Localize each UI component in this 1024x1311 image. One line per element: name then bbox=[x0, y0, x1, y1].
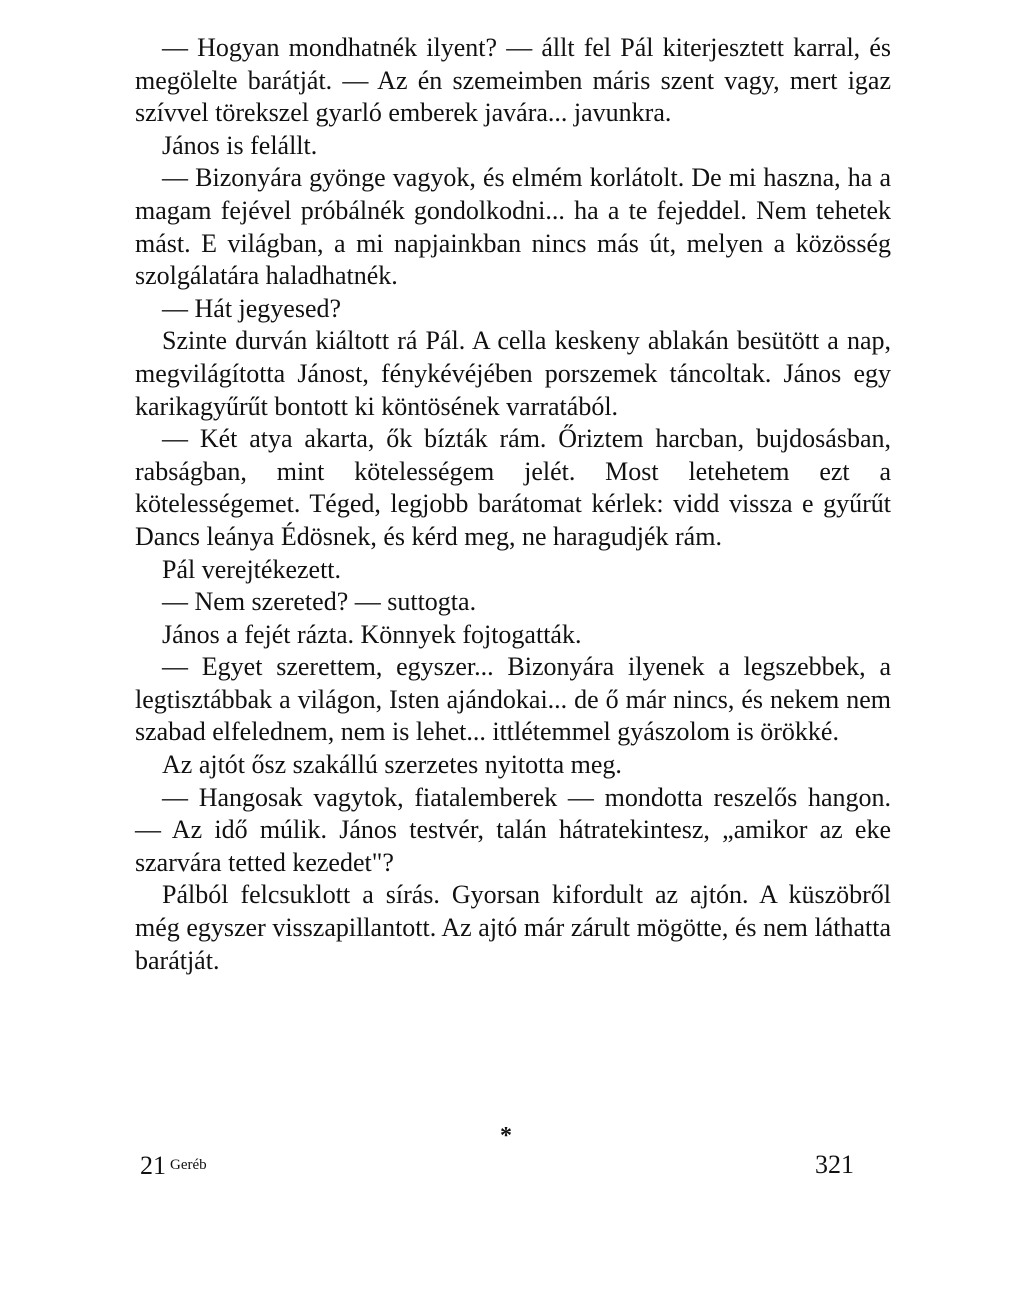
paragraph: — Hogyan mondhatnék ilyent? — állt fel Pál kiterjesztett karral, és megölelte barátját. — Az én szemeimben máris szent vagy, mert igaz szívvel törekszel gyarló emberek javára... javunkra. bbox=[135, 33, 891, 128]
paragraph: Szinte durván kiáltott rá Pál. A cella keskeny ablakán besütött a nap, megvilágította Jánost, fénykévéjében porszemek táncoltak. János egy karikagyűrűt bontott ki köntösének varratából. bbox=[135, 326, 891, 421]
paragraph: — Hát jegyesed? bbox=[162, 293, 342, 323]
page-number: 321 bbox=[815, 1150, 854, 1179]
paragraph: — Nem szereted? — suttogta. bbox=[162, 587, 477, 617]
paragraph: János a fejét rázta. Könnyek fojtogatták. bbox=[162, 619, 582, 649]
paragraph: Pálból felcsuklott a sírás. Gyorsan kifordult az ajtón. A küszöbről még egyszer visszapillantott. Az ajtó már zárult mögötte, és nem láthatta barátját. bbox=[135, 880, 891, 975]
signature-name: Geréb bbox=[170, 1157, 207, 1173]
paragraph: János is felállt. bbox=[162, 130, 318, 160]
page-body bbox=[135, 32, 891, 977]
paragraph: — Hangosak vagytok, fiatalemberek — mondotta reszelős hangon. — Az idő múlik. János testvér, talán hátratekintesz, „amikor az eke szarvára tetted kezedet"? bbox=[135, 782, 891, 877]
paragraph: — Bizonyára gyönge vagyok, és elmém korlátolt. De mi haszna, ha a magam fejével próbálnék gondolkodni... ha a te fejeddel. Nem tehetek mást. E világban, a mi napjainkban nincs más út, melyen a közösség szolgálatára haladhatnék. bbox=[135, 163, 891, 291]
paragraph: Az ajtót ősz szakállú szerzetes nyitotta meg. bbox=[162, 750, 622, 780]
printer-signature bbox=[140, 1150, 207, 1181]
section-asterisk: * bbox=[500, 1123, 512, 1149]
paragraph: — Két atya akarta, ők bízták rám. Őriztem harcban, bujdosásban, rabságban, mint kötelességem jelét. Most letehetem ezt a kötelességemet. Téged, legjobb barátomat kérlek: vidd vissza e gyűrűt Dancs leánya Édösnek, és kérd meg, ne haragudjék rám. bbox=[135, 424, 891, 551]
signature-number: 21 bbox=[140, 1151, 166, 1180]
text-block bbox=[135, 32, 891, 977]
paragraph: — Egyet szerettem, egyszer... Bizonyára ilyenek a legszebbek, a legtisztábbak a világon, Isten ajándokai... de ő már nincs, és nekem nem szabad elfelednem, nem is lehet... ittlétemmel gyászolom is örökké. bbox=[135, 652, 891, 747]
paragraph: Pál verejtékezett. bbox=[162, 554, 342, 584]
